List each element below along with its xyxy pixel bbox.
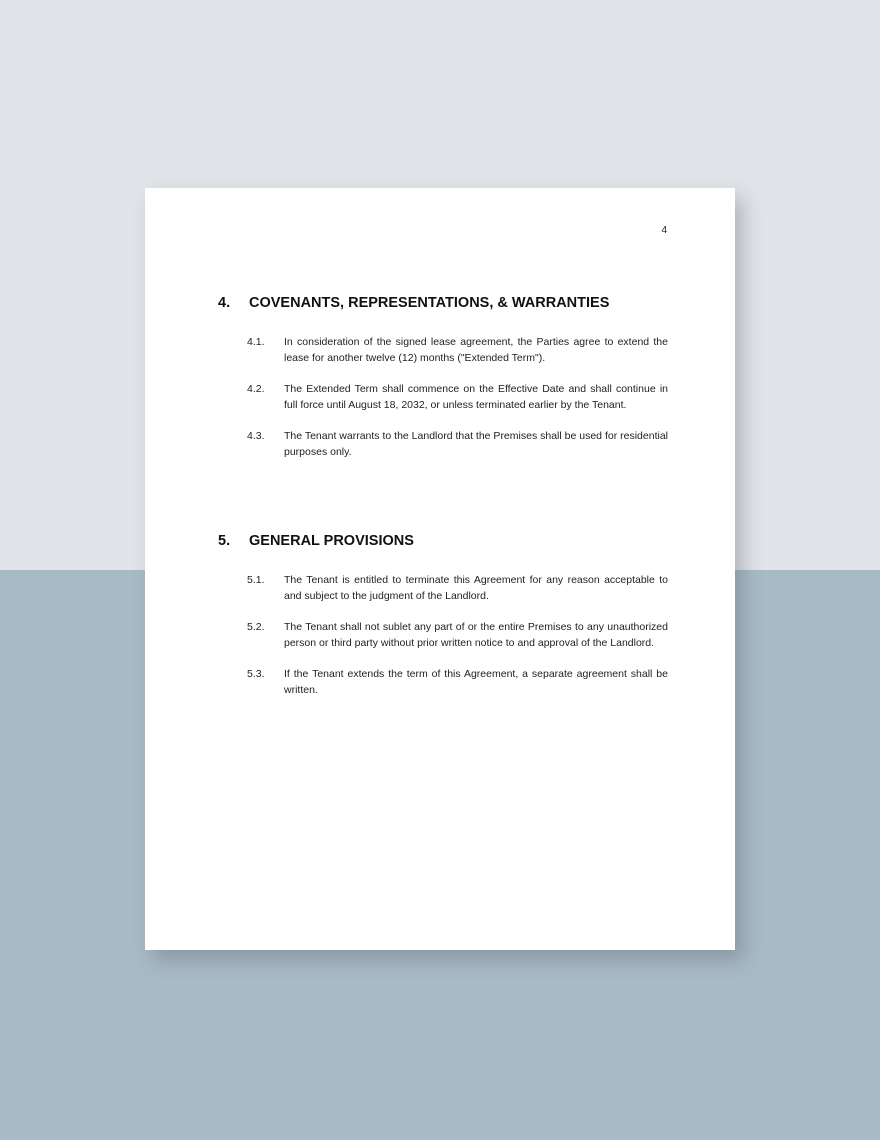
clause-item bbox=[247, 381, 668, 413]
section-general-provisions bbox=[218, 532, 668, 713]
page-number: 4 bbox=[661, 225, 667, 236]
clause-list bbox=[218, 334, 668, 460]
clause-list bbox=[218, 572, 668, 698]
clause-text: The Tenant shall not sublet any part of or the entire Premises to any unauthorized person or third party without prior written notice to and approval of the Landlord. bbox=[284, 621, 668, 649]
section-heading bbox=[218, 532, 668, 550]
clause-number: 4.1. bbox=[247, 336, 265, 348]
clause-text: In consideration of the signed lease agreement, the Parties agree to extend the lease for another twelve (12) months ("Extended Term"). bbox=[284, 336, 668, 364]
clause-item bbox=[247, 428, 668, 460]
clause-text: The Extended Term shall commence on the Effective Date and shall continue in full force until August 18, 2032, or unless terminated earlier by the Tenant. bbox=[284, 383, 668, 411]
document-page bbox=[145, 188, 735, 950]
clause-item bbox=[247, 572, 668, 604]
section-number: 4. bbox=[218, 295, 231, 311]
clause-text: The Tenant warrants to the Landlord that the Premises shall be used for residential purposes only. bbox=[284, 430, 668, 458]
clause-text: If the Tenant extends the term of this Agreement, a separate agreement shall be written. bbox=[284, 668, 668, 696]
section-title: COVENANTS, REPRESENTATIONS, & WARRANTIES bbox=[249, 295, 610, 311]
clause-number: 4.3. bbox=[247, 430, 265, 442]
clause-item bbox=[247, 666, 668, 698]
clause-number: 5.3. bbox=[247, 668, 265, 680]
section-title: GENERAL PROVISIONS bbox=[249, 533, 414, 549]
section-number: 5. bbox=[218, 533, 231, 549]
clause-item bbox=[247, 619, 668, 651]
clause-text: The Tenant is entitled to terminate this Agreement for any reason acceptable to and subject to the judgment of the Landlord. bbox=[284, 574, 668, 602]
clause-number: 4.2. bbox=[247, 383, 265, 395]
clause-number: 5.2. bbox=[247, 621, 265, 633]
clause-number: 5.1. bbox=[247, 574, 265, 586]
clause-item bbox=[247, 334, 668, 366]
section-heading bbox=[218, 294, 668, 312]
section-covenants bbox=[218, 294, 668, 475]
